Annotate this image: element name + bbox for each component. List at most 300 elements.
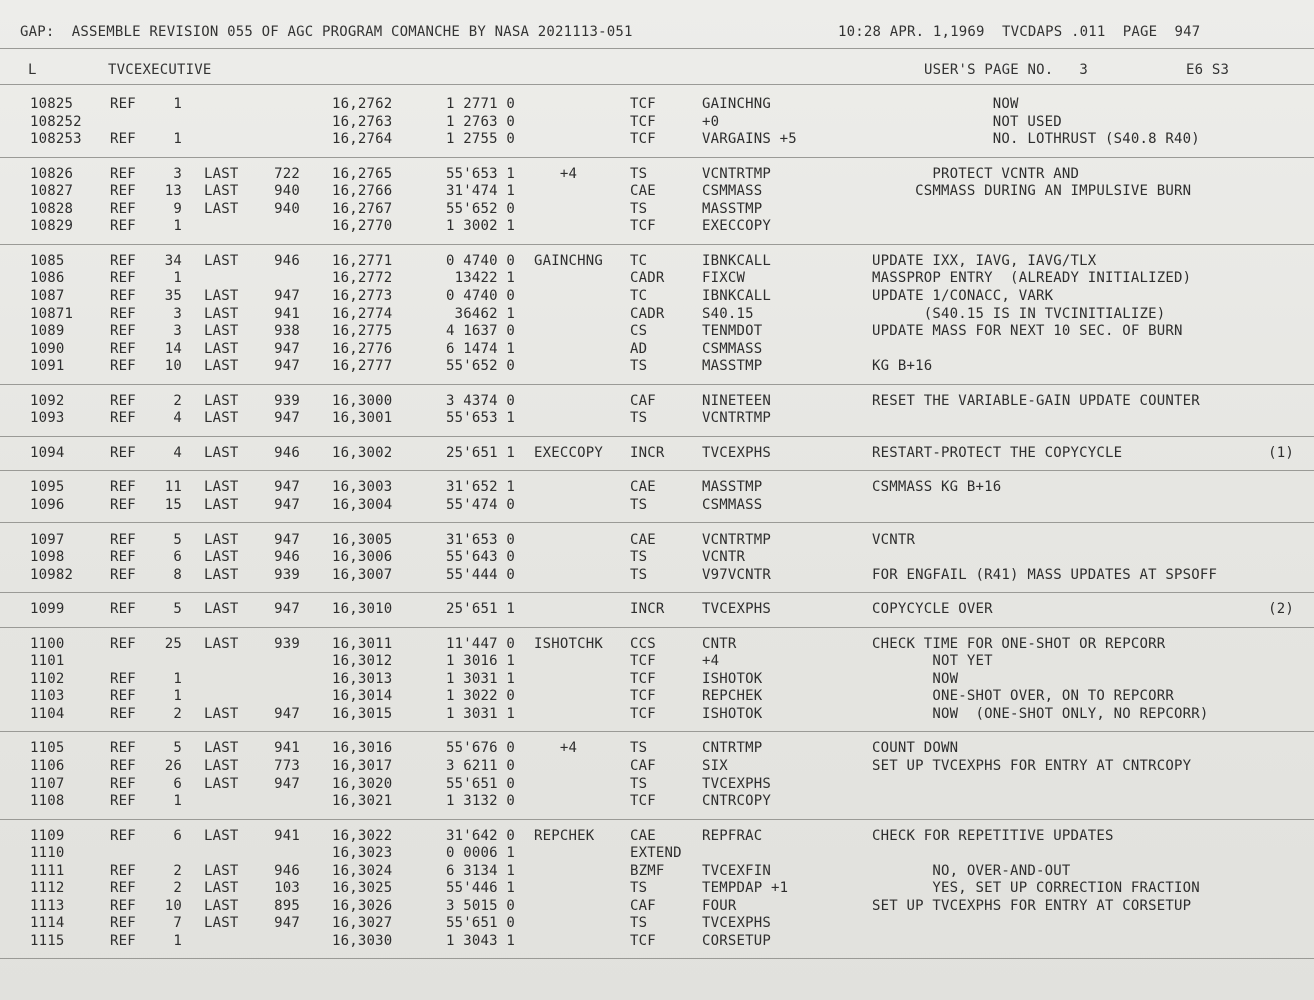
listing-row xyxy=(0,845,1314,862)
ref-count: 3 xyxy=(173,323,182,340)
last-page: 103 xyxy=(274,880,300,897)
comment: UPDATE IXX, IAVG, IAVG/TLX xyxy=(872,252,1097,269)
ref-marker: REF xyxy=(110,323,136,340)
comment: FOR ENGFAIL (R41) MASS UPDATES AT SPSOFF xyxy=(872,566,1218,583)
address: 16,3022 xyxy=(332,827,393,844)
operand: +4 xyxy=(702,653,720,670)
last-marker: LAST xyxy=(204,252,239,269)
operand: TEMPDAP +1 xyxy=(702,880,789,897)
machine-code: 31'653 0 xyxy=(445,531,515,548)
last-marker: LAST xyxy=(204,757,239,774)
operand: FIXCW xyxy=(702,270,746,287)
ref-marker: REF xyxy=(110,670,136,687)
listing-row xyxy=(0,358,1314,375)
line-number: 1101 xyxy=(30,653,65,670)
operand: TENMDOT xyxy=(702,323,763,340)
listing-row xyxy=(0,933,1314,950)
label: REPCHEK xyxy=(534,827,595,844)
line-number: 108253 xyxy=(30,131,82,148)
comment: UPDATE MASS FOR NEXT 10 SEC. OF BURN xyxy=(872,323,1183,340)
address: 16,3030 xyxy=(332,932,393,949)
operand: VCNTRTMP xyxy=(702,531,772,548)
machine-code: 1 3043 1 xyxy=(445,932,515,949)
ref-count: 6 xyxy=(173,549,182,565)
line-number: 1115 xyxy=(30,932,65,949)
line-number: 10871 xyxy=(30,305,74,322)
ref-count: 2 xyxy=(173,392,182,409)
comment: VCNTR xyxy=(872,531,916,548)
line-number: 1097 xyxy=(30,531,65,548)
last-marker: LAST xyxy=(204,392,239,409)
address: 16,3013 xyxy=(332,670,393,687)
last-page: 946 xyxy=(274,252,300,269)
listing-row xyxy=(0,549,1314,566)
opcode: TCF xyxy=(630,670,656,687)
comment: PROTECT VCNTR AND xyxy=(872,165,1080,182)
machine-code: 1 3031 1 xyxy=(445,705,515,722)
ref-count: 10 xyxy=(164,897,182,914)
machine-code: 31'642 0 xyxy=(445,827,515,844)
opcode: TCF xyxy=(630,218,656,235)
operand: TVCEXPHS xyxy=(702,444,772,461)
listing-row xyxy=(0,758,1314,775)
listing-row xyxy=(0,96,1314,113)
label: ISHOTCHK xyxy=(534,635,604,652)
address: 16,3016 xyxy=(332,740,393,757)
comment: CHECK FOR REPETITIVE UPDATES xyxy=(872,827,1114,844)
last-marker: LAST xyxy=(204,862,239,879)
opcode: TCF xyxy=(630,932,656,949)
listing-row xyxy=(0,410,1314,427)
machine-code: 55'651 0 xyxy=(445,915,515,932)
last-marker: LAST xyxy=(204,340,239,357)
ref-marker: REF xyxy=(110,218,136,235)
line-number: 10829 xyxy=(30,218,74,235)
operand: VCNTRTMP xyxy=(702,410,772,427)
line-number: 1103 xyxy=(30,688,65,705)
address: 16,3026 xyxy=(332,897,393,914)
line-number: 1094 xyxy=(30,444,65,461)
opcode: INCR xyxy=(630,601,665,618)
ref-count: 4 xyxy=(173,444,182,461)
opcode: CS xyxy=(630,323,648,340)
label: GAINCHNG xyxy=(534,252,604,269)
ref-marker: REF xyxy=(110,496,136,513)
comment: NOW xyxy=(872,670,959,687)
page-subheader xyxy=(0,62,1314,79)
comment: MASSPROP ENTRY (ALREADY INITIALIZED) xyxy=(872,270,1192,287)
listing-row xyxy=(0,218,1314,235)
restart-tag: (2) xyxy=(1268,601,1294,618)
ref-marker: REF xyxy=(110,566,136,583)
last-marker: LAST xyxy=(204,566,239,583)
ref-marker: REF xyxy=(110,775,136,792)
operand: NINETEEN xyxy=(702,392,772,409)
ref-count: 4 xyxy=(173,410,182,427)
ref-marker: REF xyxy=(110,305,136,322)
machine-code: 1 3002 1 xyxy=(445,218,515,235)
machine-code: 6 3134 1 xyxy=(445,862,515,879)
listing-row xyxy=(0,688,1314,705)
ref-count: 1 xyxy=(173,932,182,949)
ref-count: 5 xyxy=(173,601,182,618)
address: 16,3014 xyxy=(332,688,393,705)
ref-count: 1 xyxy=(173,218,182,235)
operand: CSMMASS xyxy=(702,496,763,513)
last-page: 773 xyxy=(274,757,300,774)
last-page: 940 xyxy=(274,200,300,217)
line-number: 1104 xyxy=(30,705,65,722)
address: 16,3023 xyxy=(332,845,393,862)
opcode: TCF xyxy=(630,705,656,722)
group-separator xyxy=(0,731,1314,732)
listing-row xyxy=(0,776,1314,793)
machine-code: 1 3016 1 xyxy=(445,653,515,670)
address: 16,3004 xyxy=(332,496,393,513)
listing-row xyxy=(0,880,1314,897)
last-page: 939 xyxy=(274,566,300,583)
ref-count: 2 xyxy=(173,880,182,897)
address: 16,2763 xyxy=(332,113,393,130)
address: 16,3025 xyxy=(332,880,393,897)
page-header xyxy=(0,24,1314,41)
ref-count: 1 xyxy=(173,131,182,148)
machine-code: 55'653 1 xyxy=(445,165,515,182)
address: 16,2764 xyxy=(332,131,393,148)
ref-count: 3 xyxy=(173,165,182,182)
line-number: 1087 xyxy=(30,288,65,304)
last-marker: LAST xyxy=(204,496,239,513)
opcode: CAE xyxy=(630,183,656,200)
last-page: 947 xyxy=(274,479,300,496)
opcode: TS xyxy=(630,775,648,792)
label: +4 xyxy=(534,740,578,757)
listing-row xyxy=(0,653,1314,670)
opcode: TCF xyxy=(630,688,656,705)
comment: CHECK TIME FOR ONE-SHOT OR REPCORR xyxy=(872,635,1166,652)
ref-marker: REF xyxy=(110,183,136,200)
last-marker: LAST xyxy=(204,549,239,565)
listing-row xyxy=(0,445,1314,462)
line-number: 1098 xyxy=(30,549,65,565)
last-marker: LAST xyxy=(204,915,239,932)
line-number: 1112 xyxy=(30,880,65,897)
line-number: 1092 xyxy=(30,392,65,409)
line-number: 1095 xyxy=(30,479,65,496)
comment: NOT USED xyxy=(872,113,1062,130)
comment: NOW (ONE-SHOT ONLY, NO REPCORR) xyxy=(872,705,1209,722)
line-number: 10825 xyxy=(30,96,74,112)
line-number: 10827 xyxy=(30,183,74,200)
machine-code: 0 4740 0 xyxy=(445,252,515,269)
ref-count: 13 xyxy=(164,183,182,200)
listing-row xyxy=(0,288,1314,305)
ref-count: 10 xyxy=(164,358,182,375)
line-number: 1093 xyxy=(30,410,65,427)
address: 16,3017 xyxy=(332,757,393,774)
ref-marker: REF xyxy=(110,635,136,652)
comment: SET UP TVCEXPHS FOR ENTRY AT CNTRCOPY xyxy=(872,757,1192,774)
comment: CSMMASS DURING AN IMPULSIVE BURN xyxy=(872,183,1192,200)
header-title: GAP: ASSEMBLE REVISION 055 OF AGC PROGRAM COMANCHE BY NASA 2021113-051 xyxy=(20,24,633,40)
ref-count: 9 xyxy=(173,200,182,217)
last-marker: LAST xyxy=(204,305,239,322)
operand: V97VCNTR xyxy=(702,566,772,583)
machine-code: 1 2763 0 xyxy=(445,113,515,130)
operand: MASSTMP xyxy=(702,200,763,217)
operand: VARGAINS +5 xyxy=(702,131,797,148)
last-page: 947 xyxy=(274,410,300,427)
last-page: 947 xyxy=(274,915,300,932)
opcode: TC xyxy=(630,288,648,304)
opcode: TCF xyxy=(630,113,656,130)
operand: CNTRCOPY xyxy=(702,793,772,809)
comment: COPYCYCLE OVER xyxy=(872,601,993,618)
address: 16,3015 xyxy=(332,705,393,722)
ref-marker: REF xyxy=(110,705,136,722)
bottom-rule xyxy=(0,958,1314,959)
users-page: USER'S PAGE NO. 3 xyxy=(924,62,1088,78)
listing-row xyxy=(0,166,1314,183)
section-code: E6 S3 xyxy=(1186,62,1230,78)
listing-row xyxy=(0,201,1314,218)
opcode: TCF xyxy=(630,653,656,670)
last-page: 941 xyxy=(274,305,300,322)
opcode: TCF xyxy=(630,793,656,809)
machine-code: 55'643 0 xyxy=(445,549,515,565)
operand: IBNKCALL xyxy=(702,288,772,304)
opcode: CAE xyxy=(630,531,656,548)
operand: CSMMASS xyxy=(702,340,763,357)
ref-marker: REF xyxy=(110,793,136,809)
ref-marker: REF xyxy=(110,827,136,844)
line-number: 1102 xyxy=(30,670,65,687)
last-page: 939 xyxy=(274,392,300,409)
last-page: 947 xyxy=(274,288,300,304)
opcode: CAF xyxy=(630,392,656,409)
ref-count: 2 xyxy=(173,862,182,879)
last-marker: LAST xyxy=(204,531,239,548)
header-info: 10:28 APR. 1,1969 TVCDAPS .011 PAGE 947 xyxy=(838,24,1201,40)
address: 16,3020 xyxy=(332,775,393,792)
last-marker: LAST xyxy=(204,897,239,914)
listing-row xyxy=(0,323,1314,340)
listing-row xyxy=(0,793,1314,810)
last-marker: LAST xyxy=(204,358,239,375)
operand: TVCEXFIN xyxy=(702,862,772,879)
listing-row xyxy=(0,270,1314,287)
ref-count: 14 xyxy=(164,340,182,357)
opcode: TS xyxy=(630,740,648,757)
ref-marker: REF xyxy=(110,288,136,304)
comment: NO, OVER-AND-OUT xyxy=(872,862,1071,879)
listing-row xyxy=(0,393,1314,410)
last-page: 946 xyxy=(274,862,300,879)
ref-marker: REF xyxy=(110,601,136,618)
address: 16,3021 xyxy=(332,793,393,809)
last-marker: LAST xyxy=(204,288,239,304)
line-number: 1110 xyxy=(30,845,65,862)
listing-row xyxy=(0,567,1314,584)
address: 16,3010 xyxy=(332,601,393,618)
line-number: 1109 xyxy=(30,827,65,844)
line-number: 1114 xyxy=(30,915,65,932)
comment: NO. LOTHRUST (S40.8 R40) xyxy=(872,131,1200,148)
line-number: 1106 xyxy=(30,757,65,774)
last-marker: LAST xyxy=(204,183,239,200)
address: 16,2774 xyxy=(332,305,393,322)
opcode: CADR xyxy=(630,270,665,287)
operand: VCNTRTMP xyxy=(702,165,772,182)
machine-code: 31'652 1 xyxy=(445,479,515,496)
operand: EXECCOPY xyxy=(702,218,772,235)
last-marker: LAST xyxy=(204,479,239,496)
address: 16,2762 xyxy=(332,96,393,112)
ref-marker: REF xyxy=(110,410,136,427)
header-rule xyxy=(0,48,1314,49)
line-number: 10826 xyxy=(30,165,74,182)
operand: +0 xyxy=(702,113,720,130)
listing-row xyxy=(0,915,1314,932)
line-number: 1099 xyxy=(30,601,65,618)
comment: RESTART-PROTECT THE COPYCYCLE xyxy=(872,444,1123,461)
listing-row xyxy=(0,479,1314,496)
ref-marker: REF xyxy=(110,880,136,897)
machine-code: 1 2755 0 xyxy=(445,131,515,148)
machine-code: 36462 1 xyxy=(454,305,515,322)
ref-marker: REF xyxy=(110,392,136,409)
ref-count: 1 xyxy=(173,270,182,287)
opcode: TC xyxy=(630,252,648,269)
ref-marker: REF xyxy=(110,131,136,148)
address: 16,2766 xyxy=(332,183,393,200)
comment: NOW xyxy=(872,96,1019,112)
opcode: CADR xyxy=(630,305,665,322)
line-number: 10828 xyxy=(30,200,74,217)
ref-marker: REF xyxy=(110,444,136,461)
ref-marker: REF xyxy=(110,932,136,949)
line-number: 1108 xyxy=(30,793,65,809)
ref-count: 3 xyxy=(173,305,182,322)
ref-marker: REF xyxy=(110,740,136,757)
operand: TVCEXPHS xyxy=(702,601,772,618)
address: 16,2770 xyxy=(332,218,393,235)
last-page: 722 xyxy=(274,165,300,182)
opcode: AD xyxy=(630,340,648,357)
opcode: CAF xyxy=(630,897,656,914)
operand: SIX xyxy=(702,757,728,774)
group-separator xyxy=(0,522,1314,523)
line-number: 1111 xyxy=(30,862,65,879)
address: 16,2765 xyxy=(332,165,393,182)
operand: MASSTMP xyxy=(702,358,763,375)
label: EXECCOPY xyxy=(534,444,604,461)
last-marker: LAST xyxy=(204,323,239,340)
listing-row xyxy=(0,253,1314,270)
machine-code: 0 0006 1 xyxy=(445,845,515,862)
ref-marker: REF xyxy=(110,688,136,705)
address: 16,2772 xyxy=(332,270,393,287)
ref-marker: REF xyxy=(110,200,136,217)
listing-row xyxy=(0,828,1314,845)
last-page: 938 xyxy=(274,323,300,340)
ref-marker: REF xyxy=(110,270,136,287)
opcode: CAF xyxy=(630,757,656,774)
operand: TVCEXPHS xyxy=(702,915,772,932)
last-page: 947 xyxy=(274,601,300,618)
restart-tag: (1) xyxy=(1268,444,1294,461)
ref-count: 7 xyxy=(173,915,182,932)
last-marker: LAST xyxy=(204,740,239,757)
last-page: 940 xyxy=(274,183,300,200)
machine-code: 55'474 0 xyxy=(445,496,515,513)
line-number: 1090 xyxy=(30,340,65,357)
machine-code: 55'676 0 xyxy=(445,740,515,757)
operand: TVCEXPHS xyxy=(702,775,772,792)
listing-row xyxy=(0,183,1314,200)
machine-code: 55'652 0 xyxy=(445,200,515,217)
last-marker: LAST xyxy=(204,444,239,461)
machine-code: 55'651 0 xyxy=(445,775,515,792)
ref-marker: REF xyxy=(110,862,136,879)
line-number: 1089 xyxy=(30,323,65,340)
ref-marker: REF xyxy=(110,165,136,182)
operand: CORSETUP xyxy=(702,932,772,949)
ref-marker: REF xyxy=(110,897,136,914)
address: 16,3024 xyxy=(332,862,393,879)
comment: UPDATE 1/CONACC, VARK xyxy=(872,288,1054,304)
operand: REPFRAC xyxy=(702,827,763,844)
last-marker: LAST xyxy=(204,880,239,897)
group-separator xyxy=(0,436,1314,437)
listing-row xyxy=(0,131,1314,148)
operand: MASSTMP xyxy=(702,479,763,496)
listing-row xyxy=(0,341,1314,358)
machine-code: 25'651 1 xyxy=(445,444,515,461)
subheader-rule xyxy=(0,84,1314,85)
opcode: BZMF xyxy=(630,862,665,879)
ref-count: 26 xyxy=(164,757,182,774)
machine-code: 3 4374 0 xyxy=(445,392,515,409)
comment: KG B+16 xyxy=(872,358,933,375)
last-page: 947 xyxy=(274,340,300,357)
section-title: TVCEXECUTIVE xyxy=(108,62,212,78)
ref-count: 6 xyxy=(173,775,182,792)
ref-marker: REF xyxy=(110,549,136,565)
group-separator xyxy=(0,157,1314,158)
operand: ISHOTOK xyxy=(702,670,763,687)
group-separator xyxy=(0,384,1314,385)
last-page: 947 xyxy=(274,705,300,722)
machine-code: 1 2771 0 xyxy=(445,96,515,112)
ref-count: 1 xyxy=(173,670,182,687)
opcode: TS xyxy=(630,165,648,182)
last-page: 947 xyxy=(274,358,300,375)
address: 16,3002 xyxy=(332,444,393,461)
operand: S40.15 xyxy=(702,305,754,322)
comment: RESET THE VARIABLE-GAIN UPDATE COUNTER xyxy=(872,392,1200,409)
line-number: 10982 xyxy=(30,566,74,583)
address: 16,3012 xyxy=(332,653,393,670)
group-separator xyxy=(0,244,1314,245)
ref-count: 2 xyxy=(173,705,182,722)
ref-marker: REF xyxy=(110,915,136,932)
opcode: CCS xyxy=(630,635,656,652)
ref-marker: REF xyxy=(110,531,136,548)
ref-count: 1 xyxy=(173,793,182,809)
machine-code: 4 1637 0 xyxy=(445,323,515,340)
listing-row xyxy=(0,863,1314,880)
